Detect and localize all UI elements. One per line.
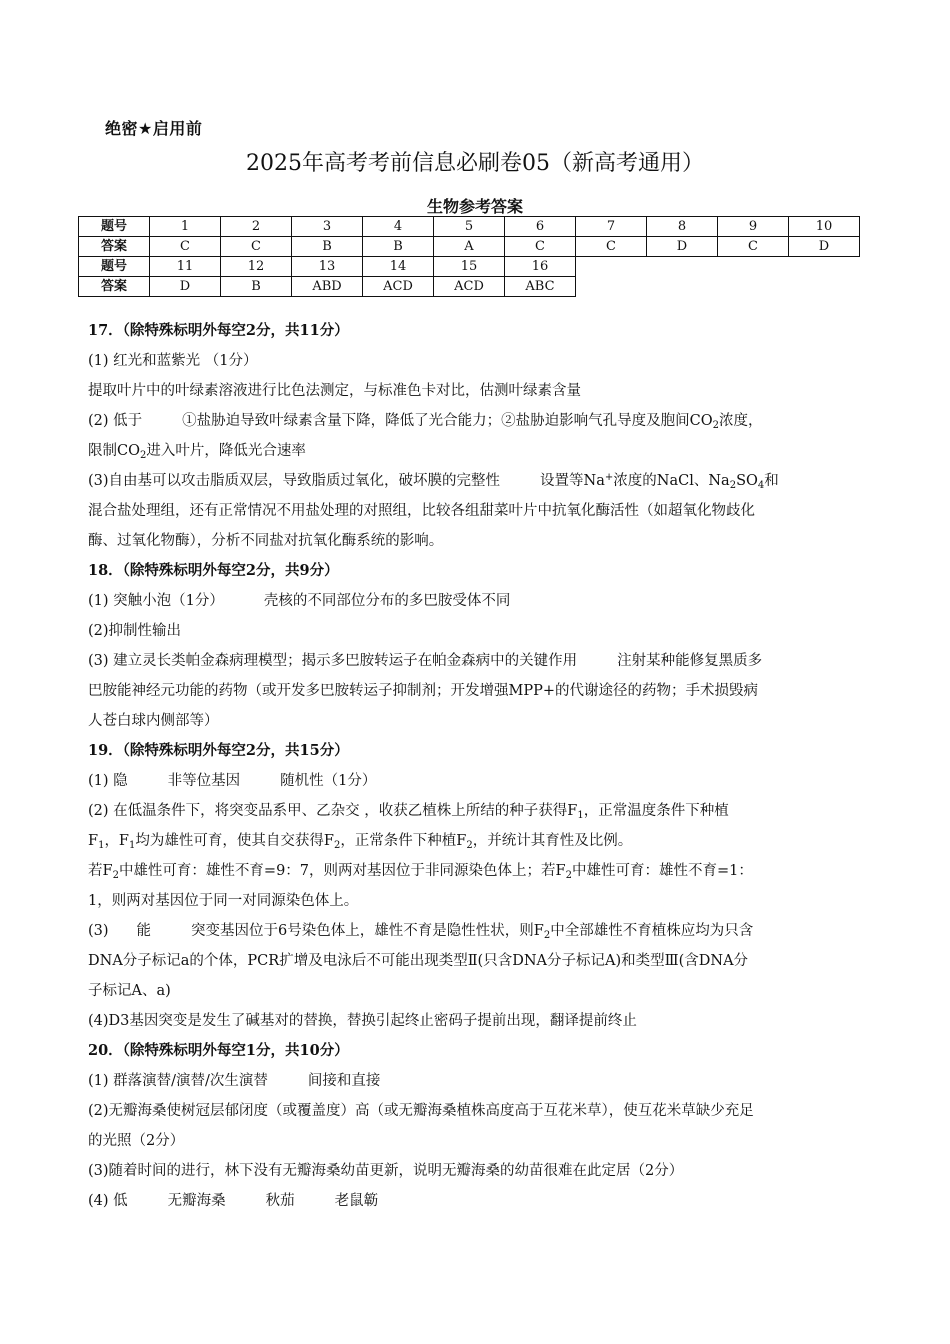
table-cell: 1 bbox=[150, 217, 221, 237]
table-row bbox=[79, 217, 860, 237]
table-cell: A bbox=[434, 237, 505, 257]
table-cell: 14 bbox=[363, 257, 434, 277]
table-cell: B bbox=[292, 237, 363, 257]
empty-cell bbox=[576, 257, 860, 277]
q20-line: (2)无瓣海桑使树冠层郁闭度（或覆盖度）高（或无瓣海桑植株高度高于互花米草），使互花米草缺少充足 bbox=[88, 1103, 754, 1119]
table-cell: B bbox=[363, 237, 434, 257]
row-label: 题号 bbox=[79, 257, 150, 277]
secret-label: 绝密★启用前 bbox=[105, 119, 203, 138]
q19-line: (2) 在低温条件下，将突变品系甲、乙杂交 ，收获乙植株上所结的种子获得$F_1$，正常温度条件下种植 bbox=[88, 803, 729, 821]
q20-line: (3)随着时间的进行，林下没有无瓣海桑幼苗更新，说明无瓣海桑的幼苗很难在此定居（2分） bbox=[88, 1163, 684, 1179]
table-cell: C bbox=[505, 237, 576, 257]
table-cell: 4 bbox=[363, 217, 434, 237]
q19-line: DNA分子标记a的个体，PCR扩增及电泳后不可能出现类型Ⅱ(只含DNA分子标记A)和类型Ⅲ(含DNA分 bbox=[88, 953, 749, 969]
q18-heading: 18．（除特殊标明外每空2分，共9分） bbox=[88, 562, 339, 579]
table-cell: 9 bbox=[718, 217, 789, 237]
q18-line: (3) 建立灵长类帕金森病理模型；揭示多巴胺转运子在帕金森病中的关键作用 注射某种能修复黑质多 bbox=[88, 653, 763, 669]
q19-heading: 19．（除特殊标明外每空2分，共15分） bbox=[88, 742, 349, 759]
q17-line: (1) 红光和蓝紫光 （1分） bbox=[88, 353, 258, 369]
table-cell: C bbox=[221, 237, 292, 257]
q17-line: (3)自由基可以攻击脂质双层，导致脂质过氧化，破坏膜的完整性 设置等Na+浓度的NaCl、$Na_2SO_4$和 bbox=[88, 472, 779, 491]
table-cell: 6 bbox=[505, 217, 576, 237]
q17-line: 混合盐处理组，还有正常情况不用盐处理的对照组，比较各组甜菜叶片中抗氧化酶活性（如超氧化物歧化 bbox=[88, 503, 755, 519]
table-cell: B bbox=[221, 277, 292, 297]
q18-line: 巴胺能神经元功能的药物（或开发多巴胺转运子抑制剂；开发增强MPP+的代谢途径的药物；手术损毁病 bbox=[88, 683, 759, 699]
q18-line: (1) 突触小泡（1分） 壳核的不同部位分布的多巴胺受体不同 bbox=[88, 593, 511, 609]
table-cell: 13 bbox=[292, 257, 363, 277]
table-cell: 11 bbox=[150, 257, 221, 277]
table-cell: C bbox=[576, 237, 647, 257]
table-cell: 3 bbox=[292, 217, 363, 237]
q17-line: 限制$CO_2$进入叶片，降低光合速率 bbox=[88, 443, 306, 461]
table-row bbox=[79, 277, 860, 297]
q19-line: (1) 隐 非等位基因 随机性（1分） bbox=[88, 773, 377, 789]
table-cell: D bbox=[150, 277, 221, 297]
table-cell: 16 bbox=[505, 257, 576, 277]
table-cell: 7 bbox=[576, 217, 647, 237]
table-cell: ABD bbox=[292, 277, 363, 297]
table-cell: 5 bbox=[434, 217, 505, 237]
table-cell: 15 bbox=[434, 257, 505, 277]
answer-table bbox=[78, 216, 860, 297]
q20-line: (4) 低 无瓣海桑 秋茄 老鼠簕 bbox=[88, 1193, 379, 1209]
table-cell: 8 bbox=[647, 217, 718, 237]
table-row bbox=[79, 257, 860, 277]
table-row bbox=[79, 237, 860, 257]
page-subtitle: 生物参考答案 bbox=[426, 197, 523, 216]
q19-line: 1，则两对基因位于同一对同源染色体上。 bbox=[88, 893, 359, 909]
table-cell: D bbox=[789, 237, 860, 257]
table-cell: D bbox=[647, 237, 718, 257]
table-cell: ACD bbox=[434, 277, 505, 297]
q17-heading: 17．（除特殊标明外每空2分，共11分） bbox=[88, 322, 349, 339]
page-title: 2025年高考考前信息必刷卷05（新高考通用） bbox=[246, 151, 704, 176]
q17-line: (2) 低于 ①盐胁迫导致叶绿素含量下降，降低了光合能力；②盐胁迫影响气孔导度及胞间$CO_2$浓度， bbox=[88, 413, 763, 431]
answer-content bbox=[88, 316, 868, 1216]
q20-line: (1) 群落演替/演替/次生演替 间接和直接 bbox=[88, 1073, 381, 1089]
row-label: 答案 bbox=[79, 237, 150, 257]
q18-line: 人苍白球内侧部等） bbox=[88, 713, 219, 729]
q19-line: $F_1$，$F_1$均为雄性可育，使其自交获得$F_2$，正常条件下种植$F_2$，并统计其育性及比例。 bbox=[88, 833, 633, 851]
row-label: 答案 bbox=[79, 277, 150, 297]
q20-heading: 20．（除特殊标明外每空1分，共10分） bbox=[88, 1042, 349, 1059]
table-cell: 10 bbox=[789, 217, 860, 237]
table-cell: ACD bbox=[363, 277, 434, 297]
row-label: 题号 bbox=[79, 217, 150, 237]
q20-line: 的光照（2分） bbox=[88, 1133, 185, 1149]
q18-line: (2)抑制性输出 bbox=[88, 623, 182, 639]
q17-line: 提取叶片中的叶绿素溶液进行比色法测定，与标准色卡对比，估测叶绿素含量 bbox=[88, 383, 581, 399]
q19-line: 若$F_2$中雄性可育：雄性不育=9：7，则两对基因位于非同源染色体上；若$F_2$中雄性可育：雄性不育=1： bbox=[88, 863, 753, 881]
table-cell: 2 bbox=[221, 217, 292, 237]
table-cell: ABC bbox=[505, 277, 576, 297]
table-cell: C bbox=[150, 237, 221, 257]
empty-cell bbox=[576, 277, 860, 297]
q19-line: (4)D3基因突变是发生了碱基对的替换，替换引起终止密码子提前出现，翻译提前终止 bbox=[88, 1013, 637, 1029]
table-cell: 12 bbox=[221, 257, 292, 277]
q19-line: (3) 能 突变基因位于6号染色体上，雄性不育是隐性性状，则$F_2$中全部雄性不育植株应均为只含 bbox=[88, 923, 754, 941]
q17-line: 酶、过氧化物酶），分析不同盐对抗氧化酶系统的影响。 bbox=[88, 533, 444, 549]
q19-line: 子标记A、a) bbox=[88, 983, 171, 999]
table-cell: C bbox=[718, 237, 789, 257]
